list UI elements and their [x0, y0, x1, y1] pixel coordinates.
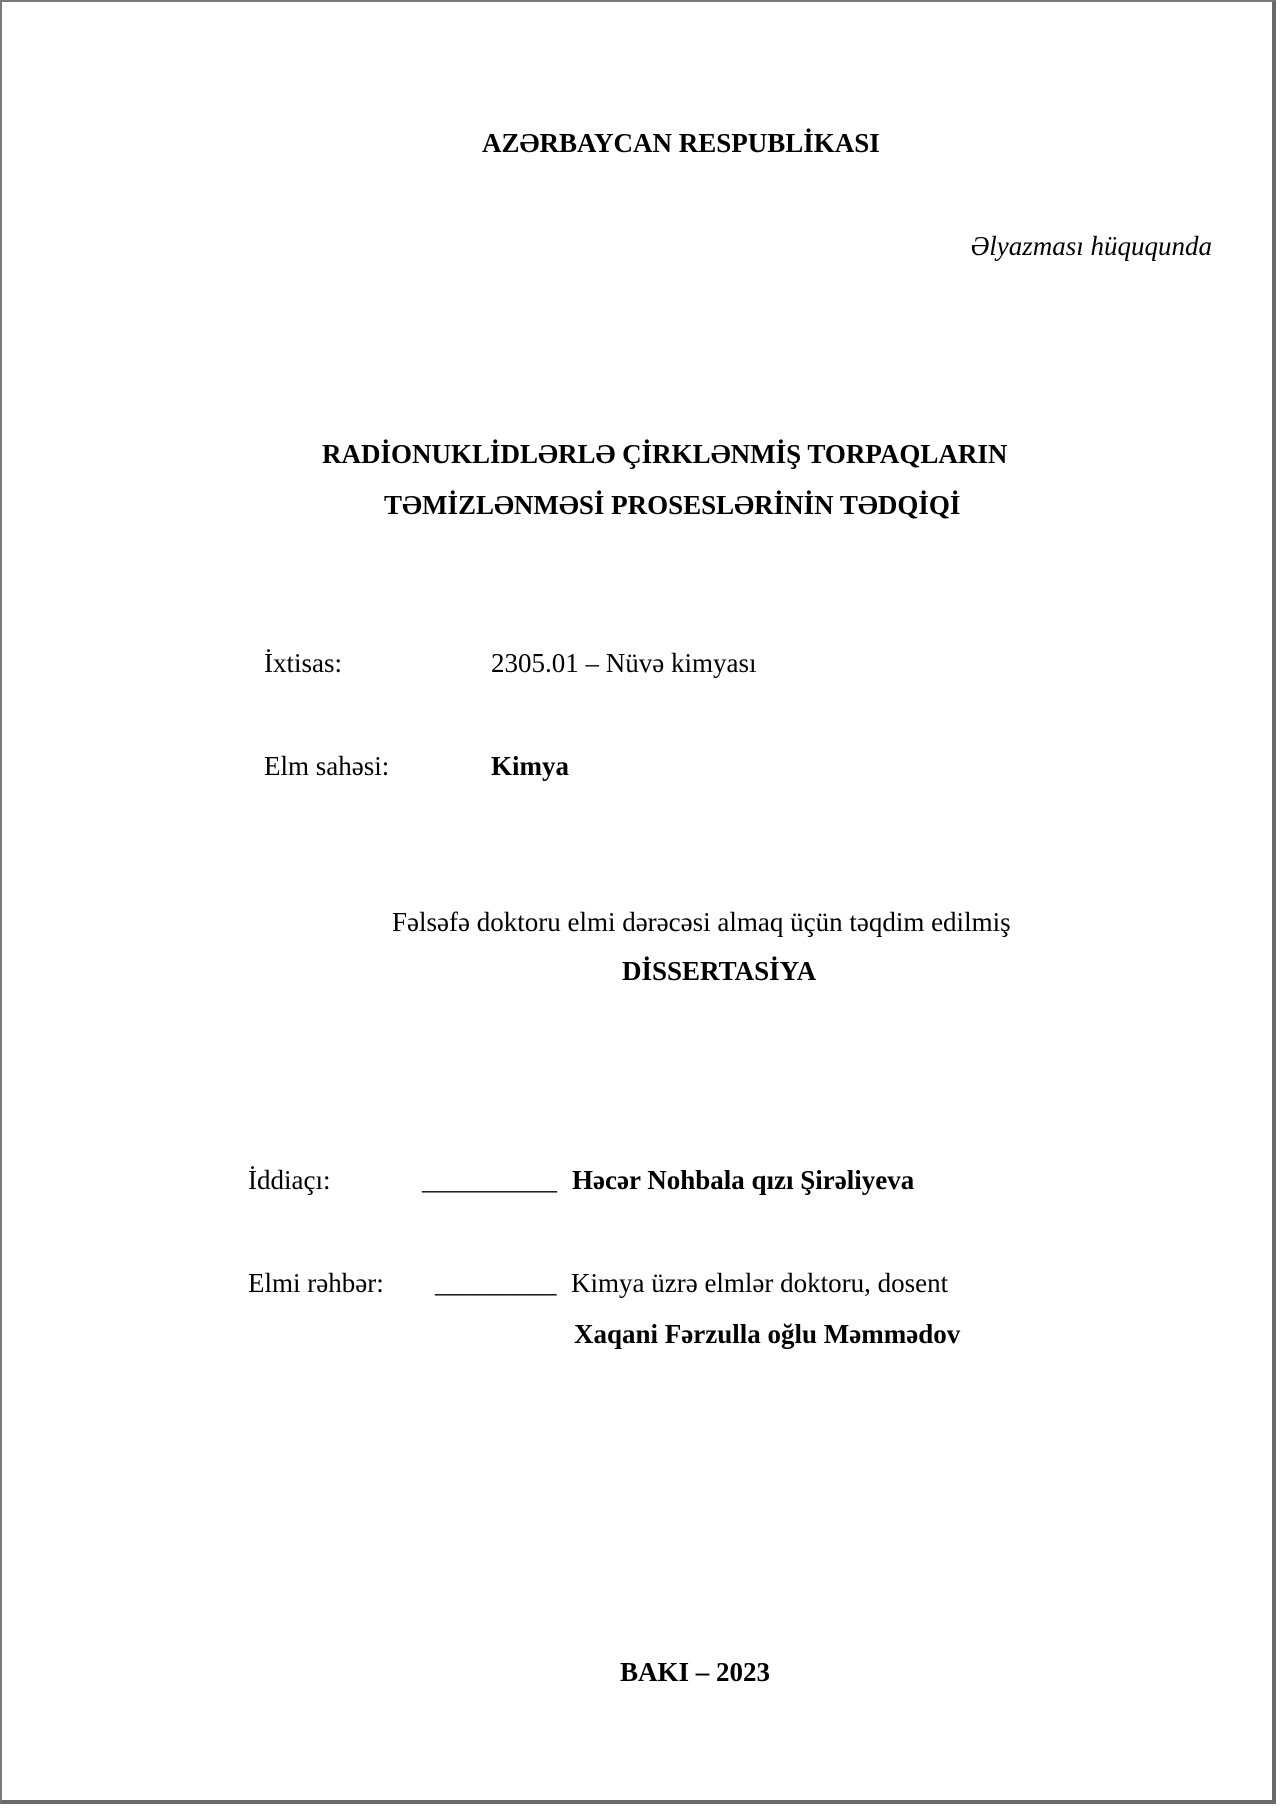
degree-statement: Fəlsəfə doktoru elmi dərəcəsi almaq üçün təqdim edilmiş	[392, 907, 1011, 937]
advisor-name: Xaqani Fərzulla oğlu Məmmədov	[574, 1319, 961, 1349]
specialty-label: İxtisas:	[264, 648, 342, 678]
field-value: Kimya	[491, 751, 569, 781]
thesis-title-line-1: RADİONUKLİDLƏRLƏ ÇİRKLƏNMİŞ TORPAQLARIN	[322, 439, 1008, 469]
applicant-signature-line: __________	[422, 1165, 557, 1195]
field-label: Elm sahəsi:	[264, 751, 390, 781]
thesis-title-line-2: TƏMİZLƏNMƏSİ PROSESLƏRİNİN TƏDQİQİ	[384, 490, 961, 520]
manuscript-note: Əlyazması hüququnda	[970, 231, 1212, 261]
applicant-label: İddiaçı:	[248, 1165, 331, 1195]
specialty-value: 2305.01 – Nüvə kimyası	[491, 648, 757, 678]
document-type: DİSSERTASİYA	[622, 956, 817, 986]
country-heading: AZƏRBAYCAN RESPUBLİKASI	[482, 128, 880, 158]
applicant-name: Həcər Nohbala qızı Şirəliyeva	[572, 1165, 915, 1195]
advisor-title: Kimya üzrə elmlər doktoru, dosent	[571, 1268, 949, 1298]
city-year: BAKI – 2023	[620, 1657, 771, 1687]
advisor-signature-line: _________	[435, 1268, 557, 1298]
advisor-label: Elmi rəhbər:	[248, 1268, 384, 1298]
